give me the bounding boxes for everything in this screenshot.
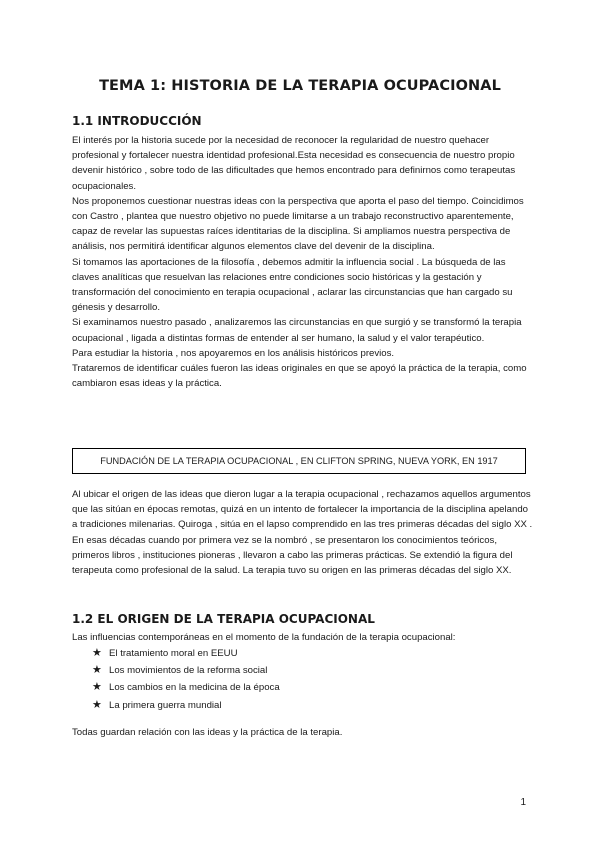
- paragraph: Al ubicar el origen de las ideas que dieron lugar a la terapia ocupacional , rechazamos aquellos argumentos que las sitúan en épocas remotas, quizá en un intento de fortalecer la importancia de la disciplina apelando a tradiciones milenarias. Quiroga , sitúa en el lapso comprendido en las tres primeras décadas del siglo XX . En esas décadas cuando por primera vez se la nombró , se presentaron los conocimientos teóricos, primeros libros , instituciones pioneras , llevaron a cabo las primeras prácticas. Se extendió la figura del terapeuta como profesional de la salud. La terapia tuvo su origen en las primeras décadas del siglo XX.: [72, 489, 533, 577]
- document-title: TEMA 1: HISTORIA DE LA TERAPIA OCUPACIONAL: [99, 78, 501, 94]
- page-number: 1: [520, 797, 526, 808]
- section-heading-origen: 1.2 EL ORIGEN DE LA TERAPIA OCUPACIONAL: [72, 612, 375, 626]
- paragraph: Nos proponemos cuestionar nuestras ideas con la perspectiva que aporta el paso del tiempo. Coincidimos con Castro , plantea que nuestro objetivo no puede limitarse a un trabajo reconstructivo aparentemente, capaz de revelar las supuestas raíces identitarias de la disciplina. Si ampliamos nuestra perspectiva de análisis, nos permitirá identificar algunos elementos clave del devenir de la disciplina.: [72, 195, 524, 253]
- list-item-text: El tratamiento moral en EEUU: [109, 648, 238, 659]
- list-item: [92, 697, 280, 714]
- star-bullet-icon: ★: [92, 647, 102, 659]
- section-heading-introduccion: 1.1 INTRODUCCIÓN: [72, 114, 202, 128]
- list-item-text: Los movimientos de la reforma social: [109, 665, 268, 677]
- star-bullet-icon: ★: [92, 664, 102, 677]
- list-item: [92, 662, 280, 679]
- list-item: [92, 645, 280, 662]
- star-bullet-icon: ★: [92, 698, 102, 711]
- boxed-note-fundacion: FUNDACIÓN DE LA TERAPIA OCUPACIONAL , EN CLIFTON SPRING, NUEVA YORK, EN 1917: [72, 448, 526, 474]
- list-item-text: La primera guerra mundial: [109, 699, 222, 711]
- list-item-text: Los cambios en la medicina de la época: [109, 682, 280, 694]
- star-bullet-icon: ★: [92, 681, 102, 694]
- paragraph: Si tomamos las aportaciones de la filosofía , debemos admitir la influencia social . La búsqueda de las claves analíticas que resuelvan las relaciones entre condiciones socio históricas y la gestación y transformación del conocimiento en terapia ocupacional , aclarar las circunstancias que han cargado su génesis y desarrollo.: [72, 256, 513, 314]
- influences-list: [92, 645, 280, 714]
- paragraph: El interés por la historia sucede por la necesidad de reconocer la regularidad de nuestro quehacer profesional y fortalecer nuestra identidad profesional.Esta necesidad es consecuencia de nuestro propio devenir histórico , sobre todo de las dificultades que hemos encontrado para definirnos como terapeutas ocupacionales.: [72, 135, 516, 192]
- section-introduccion-body: [72, 133, 534, 391]
- section-origen-closing: Todas guardan relación con las ideas y la práctica de la terapia.: [72, 727, 343, 738]
- paragraph: Trataremos de identificar cuáles fueron las ideas originales en que se apoyó la práctica de la terapia, como cambiaron esas ideas y la práctica.: [72, 363, 527, 390]
- section-origen-intro: Las influencias contemporáneas en el momento de la fundación de la terapia ocupacional:: [72, 632, 456, 643]
- paragraph-fundacion: [72, 487, 534, 578]
- paragraph: Si examinamos nuestro pasado , analizaremos las circunstancias en que surgió y se transformó la terapia ocupacional , ligada a distintas formas de entender al ser humano, la salud y el valor terapéutico.: [72, 317, 522, 344]
- list-item: [92, 679, 280, 696]
- paragraph: Para estudiar la historia , nos apoyaremos en los análisis históricos previos.: [72, 347, 395, 359]
